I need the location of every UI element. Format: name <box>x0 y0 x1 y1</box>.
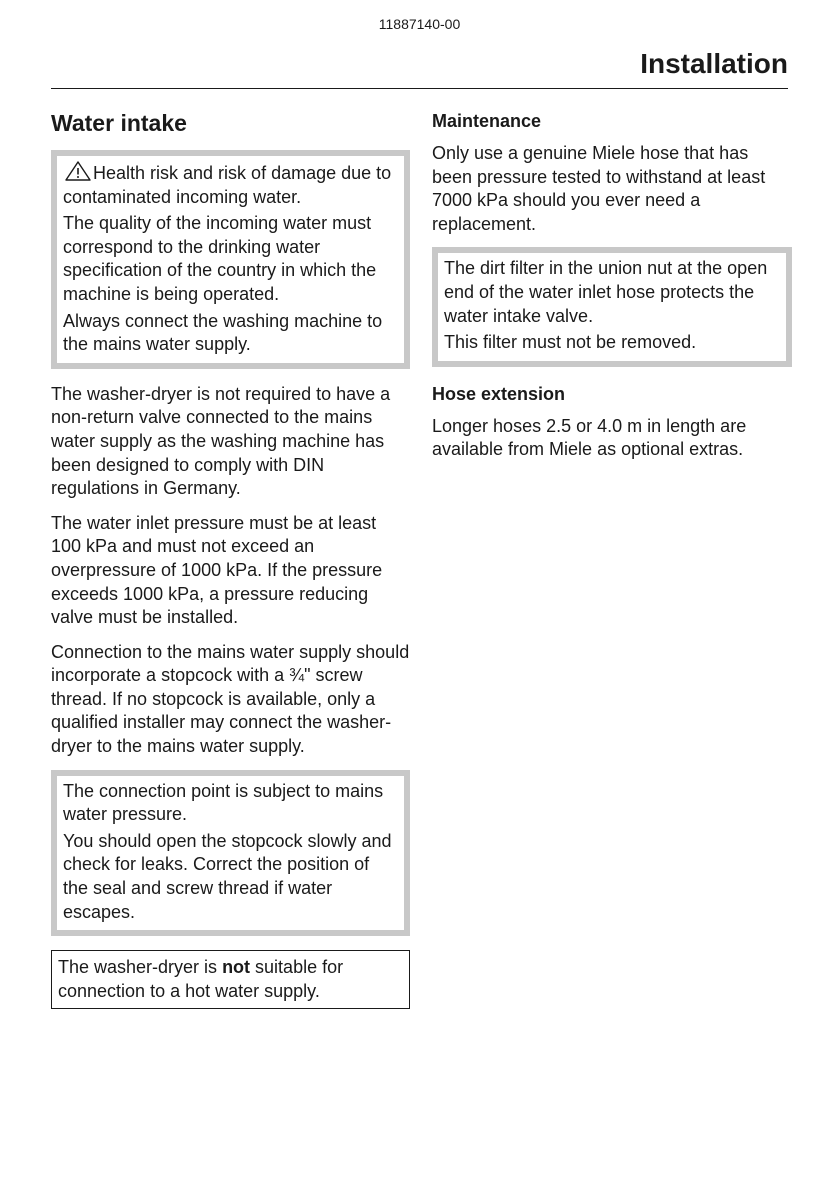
maintenance-paragraph: Only use a genuine Miele hose that has been pressure tested to withstand at least 7000 kPa should you ever need a replacement. <box>432 143 766 234</box>
warning-triangle-icon <box>63 160 93 182</box>
warning-text-1: Health risk and risk of damage due to contaminated incoming water. <box>63 163 392 207</box>
pressure-note-box <box>51 770 410 937</box>
hot-water-prefix: The washer-dryer is <box>58 957 223 978</box>
hot-water-note-box <box>51 950 410 1009</box>
water-intake-heading: Water intake <box>51 110 187 136</box>
hose-extension-paragraph: Longer hoses 2.5 or 4.0 m in length are available from Miele as optional extras. <box>432 415 747 460</box>
pressure-note-line-1: The connection point is subject to mains water pressure. <box>63 780 384 825</box>
maintenance-heading: Maintenance <box>432 111 542 131</box>
filter-note-box <box>432 247 792 366</box>
right-column <box>432 108 792 473</box>
hot-water-emphasis: not <box>222 957 251 978</box>
inlet-pressure-paragraph: The water inlet pressure must be at least 100 kPa and must not exceed an overpressure of 1000 kPa. If the pressure exceeds 1000 kPa, a pressure reducing valve must be installed. <box>51 512 383 628</box>
filter-note-line-1: The dirt filter in the union nut at the open end of the water inlet hose protects the water intake valve. <box>444 258 768 326</box>
hose-extension-heading: Hose extension <box>432 383 566 404</box>
non-return-valve-paragraph: The washer-dryer is not required to have a non-return valve connected to the mains water supply as the washing machine has been designed to comply with DIN regulations in Germany. <box>51 383 391 499</box>
stopcock-paragraph: Connection to the mains water supply should incorporate a stopcock with a ¾" screw thread. If no stopcock is available, only a qualified installer may connect the washer-dryer to the mains water supply. <box>51 641 410 757</box>
hot-water-note <box>58 956 403 1003</box>
filter-note-line-2: This filter must not be removed. <box>444 332 697 353</box>
section-title: Installation <box>640 48 788 79</box>
warning-line-3: Always connect the washing machine to the mains water supply. <box>63 310 383 355</box>
warning-box <box>51 150 410 369</box>
left-column <box>51 108 410 1009</box>
document-code: 11887140-00 <box>378 16 461 32</box>
warning-line-2: The quality of the incoming water must correspond to the drinking water specification of the country in which the machine is being operated. <box>63 213 377 304</box>
warning-line-1 <box>63 160 398 209</box>
hot-water-suffix: suitable for connection to a hot water supply. <box>58 957 344 1001</box>
header-divider <box>51 88 788 89</box>
pressure-note-line-2: You should open the stopcock slowly and check for leaks. Correct the position of the seal and screw thread if water escapes. <box>63 830 392 922</box>
